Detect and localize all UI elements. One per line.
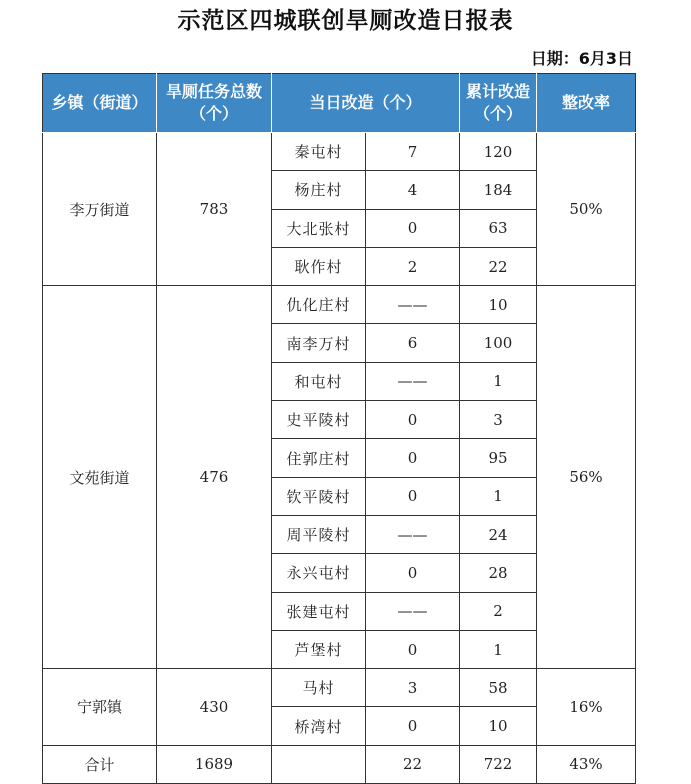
cumulative-count-cell: 95	[460, 439, 537, 477]
today-count-cell: 4	[366, 171, 460, 209]
cumulative-count-cell: 100	[460, 324, 537, 362]
header-town: 乡镇（街道）	[43, 74, 157, 133]
cumulative-count-cell: 1	[460, 477, 537, 515]
total-rate-cell: 43%	[537, 745, 636, 783]
village-name-cell: 秦屯村	[272, 133, 366, 171]
table-row	[43, 669, 636, 707]
today-count-cell: ——	[366, 362, 460, 400]
town-cell: 文苑街道	[43, 286, 157, 669]
village-name-cell: 钦平陵村	[272, 477, 366, 515]
total-label-cell: 合计	[43, 745, 157, 783]
today-count-cell: 2	[366, 247, 460, 285]
today-count-cell: 0	[366, 439, 460, 477]
header-cumulative-line2: （个）	[474, 104, 523, 123]
village-name-cell: 南李万村	[272, 324, 366, 362]
cumulative-count-cell: 63	[460, 209, 537, 247]
rate-cell: 16%	[537, 669, 636, 746]
cumulative-count-cell: 28	[460, 554, 537, 592]
cumulative-count-cell: 1	[460, 362, 537, 400]
header-cumulative	[460, 74, 537, 133]
cumulative-count-cell: 120	[460, 133, 537, 171]
table-row	[43, 286, 636, 324]
header-today: 当日改造（个）	[272, 74, 460, 133]
cumulative-count-cell: 10	[460, 707, 537, 745]
cumulative-count-cell: 1	[460, 630, 537, 668]
total-village-cell	[272, 745, 366, 783]
village-name-cell: 芦堡村	[272, 630, 366, 668]
today-count-cell: 0	[366, 630, 460, 668]
header-total-tasks-line2: （个）	[189, 104, 238, 123]
village-name-cell: 马村	[272, 669, 366, 707]
village-name-cell: 杨庄村	[272, 171, 366, 209]
today-count-cell: 0	[366, 554, 460, 592]
header-total-tasks	[157, 74, 272, 133]
today-count-cell: ——	[366, 286, 460, 324]
task-total-cell: 476	[157, 286, 272, 669]
village-name-cell: 永兴屯村	[272, 554, 366, 592]
report-date: 日期：6月3日	[530, 49, 633, 68]
today-count-cell: 0	[366, 707, 460, 745]
cumulative-count-cell: 24	[460, 515, 537, 553]
table-header-row	[43, 74, 636, 133]
today-count-cell: 0	[366, 401, 460, 439]
town-cell: 李万街道	[43, 133, 157, 286]
today-count-cell: 6	[366, 324, 460, 362]
header-total-tasks-line1: 旱厕任务总数	[165, 82, 262, 101]
cumulative-count-cell: 184	[460, 171, 537, 209]
village-name-cell: 史平陵村	[272, 401, 366, 439]
cumulative-count-cell: 22	[460, 247, 537, 285]
total-today-cell: 22	[366, 745, 460, 783]
task-total-cell: 783	[157, 133, 272, 286]
village-name-cell: 大北张村	[272, 209, 366, 247]
report-table	[42, 73, 636, 784]
village-name-cell: 耿作村	[272, 247, 366, 285]
grand-task-total-cell: 1689	[157, 745, 272, 783]
today-count-cell: 7	[366, 133, 460, 171]
total-row	[43, 745, 636, 783]
cumulative-count-cell: 58	[460, 669, 537, 707]
rate-cell: 56%	[537, 286, 636, 669]
village-name-cell: 仇化庄村	[272, 286, 366, 324]
village-name-cell: 桥湾村	[272, 707, 366, 745]
today-count-cell: ——	[366, 515, 460, 553]
cumulative-count-cell: 3	[460, 401, 537, 439]
task-total-cell: 430	[157, 669, 272, 746]
today-count-cell: 0	[366, 209, 460, 247]
rate-cell: 50%	[537, 133, 636, 286]
page-title: 示范区四城联创旱厕改造日报表	[177, 8, 514, 34]
table-row	[43, 133, 636, 171]
header-rate: 整改率	[537, 74, 636, 133]
today-count-cell: 0	[366, 477, 460, 515]
village-name-cell: 住郭庄村	[272, 439, 366, 477]
village-name-cell: 和屯村	[272, 362, 366, 400]
table-body	[43, 133, 636, 784]
today-count-cell: 3	[366, 669, 460, 707]
total-cumulative-cell: 722	[460, 745, 537, 783]
cumulative-count-cell: 10	[460, 286, 537, 324]
town-cell: 宁郭镇	[43, 669, 157, 746]
cumulative-count-cell: 2	[460, 592, 537, 630]
village-name-cell: 张建屯村	[272, 592, 366, 630]
today-count-cell: ——	[366, 592, 460, 630]
village-name-cell: 周平陵村	[272, 515, 366, 553]
header-cumulative-line1: 累计改造	[466, 82, 531, 101]
